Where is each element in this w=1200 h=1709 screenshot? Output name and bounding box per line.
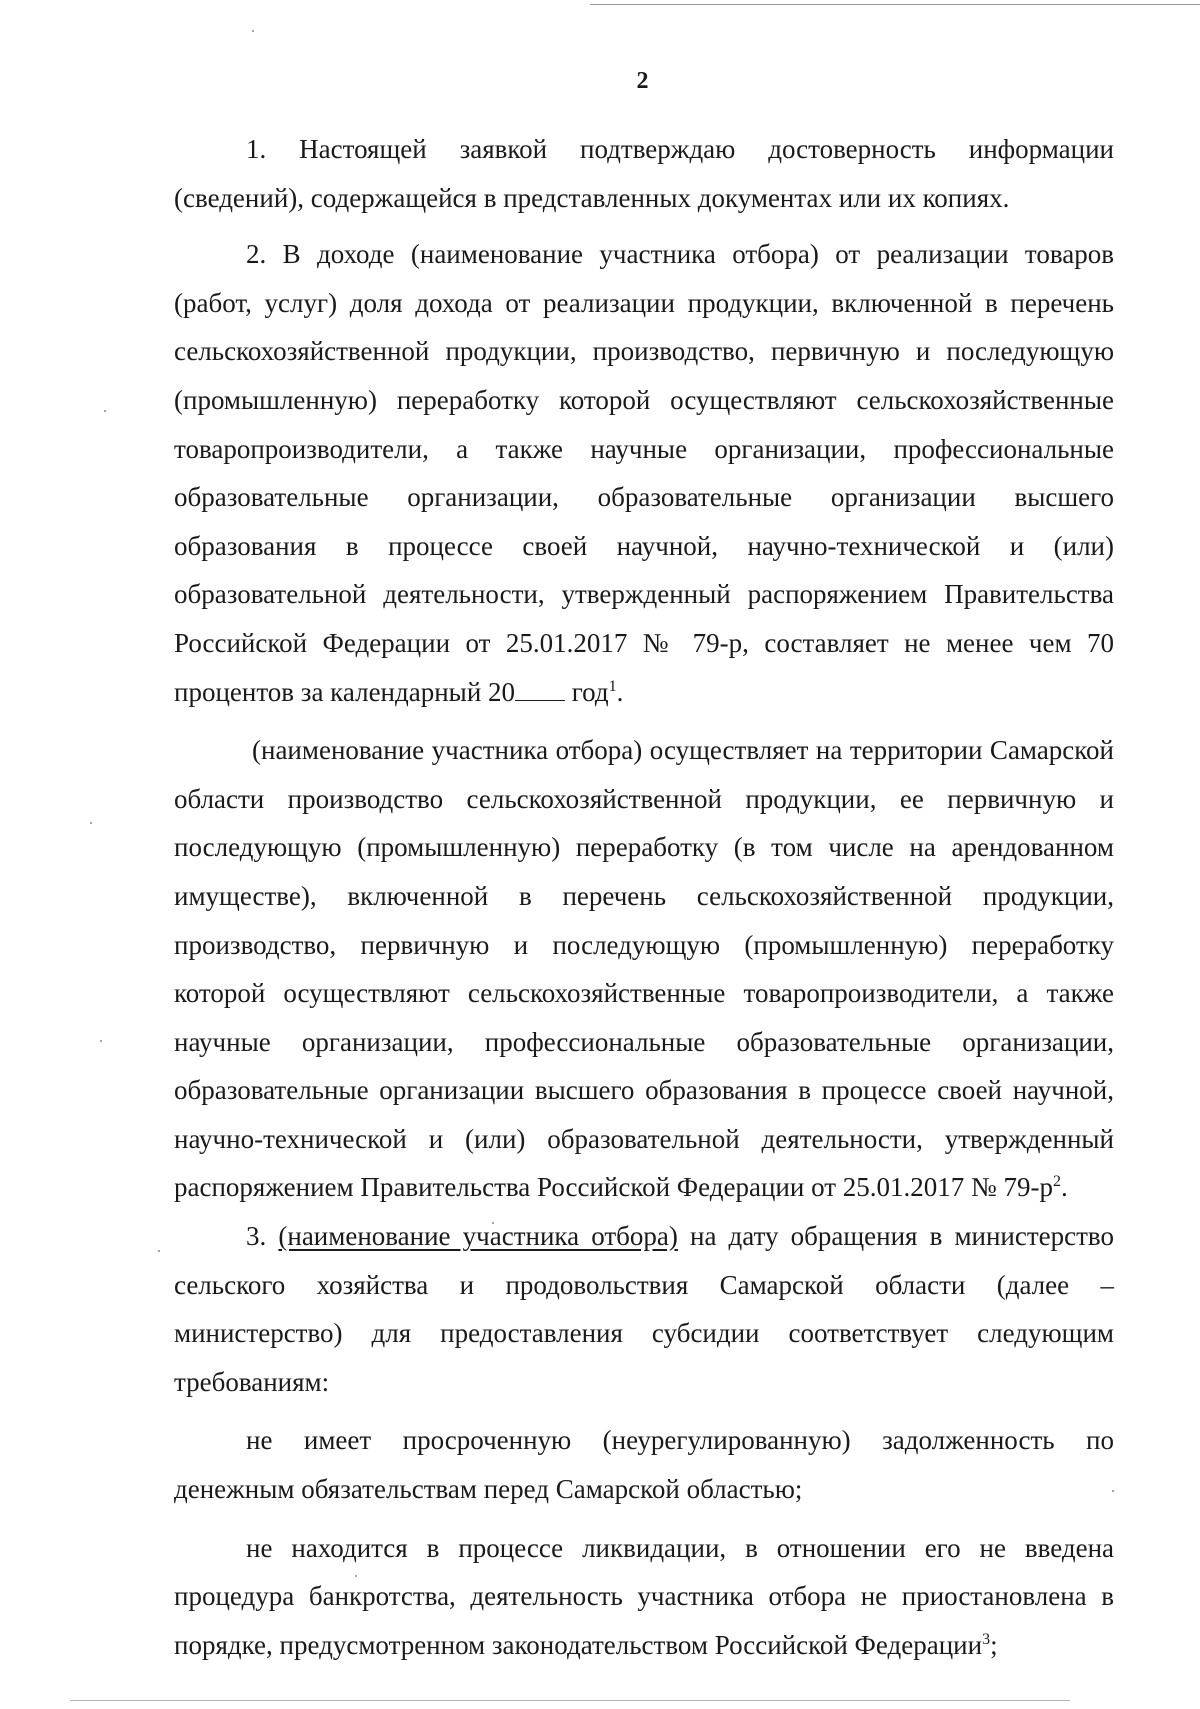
scan-speck: [100, 1040, 102, 1042]
footnote-marker-1: 1: [608, 677, 617, 695]
paragraph-4-number: 3.: [246, 1221, 267, 1252]
scan-speck: [104, 410, 106, 412]
participant-name-placeholder: (наименование участника отбора): [278, 1221, 678, 1252]
paragraph-3-end: .: [1061, 1172, 1068, 1203]
paragraph-2-end: .: [616, 676, 624, 707]
paragraph-2-text: 2. В доходе (наименование участника отбора) от реализации товаров (работ, услуг) доля дохода от реализации продукции, включенной в перечень сельскохозяйственной продукции, производство, первичную и последующую (промышленную) переработку которой осуществляют сельскохозяйственные товаропроизводители, а также научные организации, профессиональные образовательные организации, образовательные организации высшего образования в процессе своей научной, научно-технической и (или) образовательной деятельности, утвержденный распоряжением Правительства Российской Федерации от 25.01.2017 № 79-р, составляет не менее чем 70 процентов за календарный 20: [174, 239, 1114, 707]
paragraph-5: не имеет просроченную (неурегулированную) задолженность по денежным обязательствам перед Самарской областью;: [174, 1425, 1114, 1505]
paragraph-6: [174, 1524, 1114, 1670]
scan-edge-bottom: [70, 1700, 1070, 1701]
footnote-marker-2: 2: [1053, 1173, 1062, 1191]
paragraph-3: [174, 726, 1114, 1212]
paragraph-4-text: на дату обращения в министерство сельского хозяйства и продовольствия Самарской области (далее – министерство) для предоставления субсидии соответствует следующим требованиям:: [174, 1221, 1115, 1397]
document-body: [174, 125, 1114, 1669]
footnote-marker-3: 3: [982, 1630, 991, 1648]
paragraph-6-text: не находится в процессе ликвидации, в отношении его не введена процедура банкротства, деятельность участника отбора не приостановлена в порядке, предусмотренном законодательством Российской Федерации: [174, 1532, 1114, 1660]
paragraph-1: 1. Настоящей заявкой подтверждаю достоверность информации (сведений), содержащейся в представленных документах или их копиях.: [174, 134, 1114, 213]
page-number: 2: [636, 68, 649, 94]
scan-speck: [252, 30, 254, 32]
paragraph-2: [174, 230, 1114, 716]
year-word: год: [571, 676, 609, 707]
year-blank: [515, 699, 565, 701]
paragraph-4: [174, 1212, 1114, 1406]
paragraph-3-text: (наименование участника отбора) осуществляет на территории Самарской области производство сельскохозяйственной продукции, ее первичную и последующую (промышленную) переработку (в том числе на арендованном имуществе), включенной в перечень сельскохозяйственной продукции, производство, первичную и последующую (промышленную) переработку которой осуществляют сельскохозяйственные товаропроизводители, а также научные организации, профессиональные образовательные организации, образовательные организации высшего образования в процессе своей научной, научно-технической и (или) образовательной деятельности, утвержденный распоряжением Правительства Российской Федерации от 25.01.2017 № 79-р: [174, 735, 1114, 1203]
scan-speck: [158, 1250, 160, 1252]
scan-edge-top: [590, 4, 1200, 5]
scan-speck: [90, 822, 92, 824]
paragraph-6-end: ;: [990, 1629, 998, 1660]
